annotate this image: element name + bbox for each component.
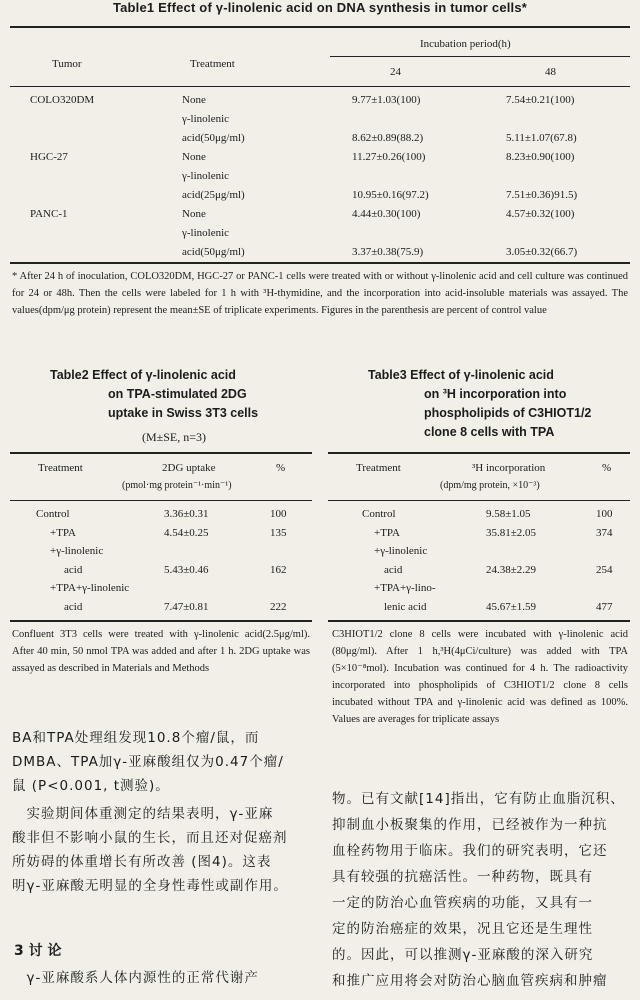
table3-cell-pct: 254 [596,564,613,576]
table2-cell-treatment: +TPA+γ-linolenic [50,582,130,594]
table2-cell-pct: 222 [270,601,287,613]
body-left-line: 所妨碍的体重增长有所改善 (图4)。这表 [12,854,272,870]
table3-cell-inc: 45.67±1.59 [486,601,537,613]
table1-cell-48h: 4.57±0.32(100) [506,208,575,220]
body-right-line: 和推广应用将会对防治心脑血管疾病和肿瘤 [332,973,608,989]
table1-cell-treatment: γ-linolenic [182,113,230,125]
table1-cell-treatment: acid(50μg/ml) [182,246,245,258]
table1-cell-48h: 3.05±0.32(66.7) [506,246,578,258]
table1-cell-treatment: None [182,151,206,163]
table3-top-rule [328,452,630,454]
table1-col-incubation: Incubation period(h) [420,38,511,50]
body-right-line: 具有较强的抗癌活性。一种药物，既具有 [332,869,593,885]
table1-cell-tumor: HGC-27 [30,151,68,163]
table1-cell-tumor: PANC-1 [30,208,68,220]
table3-col-inc-unit: (dpm/mg protein, ×10⁻³) [440,480,540,491]
table3-caption-1: Table3 Effect of γ-linolenic acid [368,368,554,382]
table1-title: Table1 Effect of γ-linolenic acid on DNA synthesis in tumor cells* [112,0,528,15]
table3-col-inc: ³H incorporation [472,462,546,474]
table2-cell-treatment: +TPA [50,527,76,539]
table1-cell-24h: 4.44±0.30(100) [352,208,421,220]
table3-col-treatment: Treatment [356,462,401,474]
table2-caption-2: on TPA-stimulated 2DG [108,387,247,401]
body-left-line: γ-亚麻酸系人体内源性的正常代谢产 [12,970,259,986]
table3-cell-treatment: +TPA+γ-lino- [374,582,436,594]
table2-cell-uptake: 4.54±0.25 [164,527,209,539]
table1-col-48: 48 [545,66,556,78]
table2-col-uptake-unit: (pmol·mg protein⁻¹·min⁻¹) [122,480,232,491]
body-left-line: 鼠 (P<0.001, t测验)。 [12,778,170,794]
table3-col-pct: % [602,462,612,474]
table1-cell-treatment: acid(25μg/ml) [182,189,245,201]
table3-cell-inc: 35.81±2.05 [486,527,537,539]
body-right-paragraph [332,786,632,994]
body-left-line: 明γ-亚麻酸无明显的全身性毒性或副作用。 [12,878,288,894]
table2-cell-treatment: +γ-linolenic [50,545,104,557]
table2-cell-pct: 162 [270,564,287,576]
table2-cell-treatment: acid [64,601,83,613]
table1-bottom-rule [10,262,630,264]
table2-caption-1: Table2 Effect of γ-linolenic acid [50,368,236,382]
table3-cell-pct: 374 [596,527,613,539]
table2-cell-uptake: 5.43±0.46 [164,564,209,576]
body-left-last [12,966,312,990]
body-left-line: DMBA、TPA加γ-亚麻酸组仅为0.47个瘤/ [12,754,284,770]
table1-cell-treatment: γ-linolenic [182,227,230,239]
body-right-line: 一定的防治心血管疾病的功能，又具有一 [332,895,593,911]
table3-header-rule [328,500,630,501]
table1-col-24: 24 [390,66,401,78]
body-right-line: 的。因此，可以推测γ-亚麻酸的深入研究 [332,947,594,963]
body-left-line: BA和TPA处理组发现10.8个瘤/鼠，而 [12,730,260,746]
body-right-line: 抑制血小板聚集的作用，已经被作为一种抗 [332,817,608,833]
table2-col-pct: % [276,462,286,474]
table1-cell-24h: 8.62±0.89(88.2) [352,132,424,144]
table2-header-rule [10,500,312,501]
table2-caption-4: (M±SE, n=3) [142,430,207,444]
table1-cell-48h: 7.51±0.36)91.5) [506,189,578,201]
table1-sub-rule [330,56,630,57]
table1-cell-treatment: None [182,208,206,220]
table3-caption-3: phospholipids of C3HIOT1/2 [424,406,592,420]
table1-cell-48h: 7.54±0.21(100) [506,94,575,106]
table3-cell-pct: 477 [596,601,613,613]
table3-cell-pct: 100 [596,508,613,520]
table1-cell-48h: 5.11±1.07(67.8) [506,132,577,144]
table3-cell-treatment: acid [384,564,403,576]
table1-cell-24h: 3.37±0.38(75.9) [352,246,424,258]
body-left-paragraphs [12,726,312,898]
table2-caption-3: uptake in Swiss 3T3 cells [108,406,259,420]
table2-footnote: Confluent 3T3 cells were treated with γ-linolenic acid(2.5μg/ml). After 40 min, 50 nmol TPA was added and after 1 h. 2DG uptake was assayed as described in Materials and Methods [12,629,310,674]
body-right-line: 血栓药物用于临床。我们的研究表明，它还 [332,843,608,859]
table3-cell-treatment: lenic acid [384,601,427,613]
table1-cell-24h: 11.27±0.26(100) [352,151,426,163]
table1-cell-treatment: acid(50μg/ml) [182,132,245,144]
body-right-line: 定的防治癌症的效果，况且它还是生理性 [332,921,593,937]
table2-col-treatment: Treatment [38,462,83,474]
table1-cell-24h: 10.95±0.16(97.2) [352,189,429,201]
table3-caption-4: clone 8 cells with TPA [424,425,555,439]
table1-col-treatment: Treatment [190,58,235,70]
table2-bottom-rule [10,620,312,622]
body-right-line: 物。已有文献[14]指出，它有防止血脂沉积、 [332,791,625,807]
table1-cell-24h: 9.77±1.03(100) [352,94,421,106]
section-heading-discussion: 3 讨 论 [14,943,62,959]
table3-footnote: C3HIOT1/2 clone 8 cells were incubated with γ-linolenic acid (80μg/ml). After 1 h,³H(4μCi/culture) was added with TPA (5×10⁻⁸mol). Incubation was continued for 4 h. The radioactivity incorporated into phospholipids of C3HIOT1/2 clone 8 cells incubated without TPA and γ-linolenic acid was defined as 100%. Values are averages for triplicate assays [332,629,628,725]
table1-top-rule [10,26,630,28]
table2-cell-pct: 100 [270,508,287,520]
table2-cell-pct: 135 [270,527,287,539]
table1-cell-tumor: COLO320DM [30,94,95,106]
table1-footnote: * After 24 h of inoculation, COLO320DM, HGC-27 or PANC-1 cells were treated with or without γ-linolenic acid and cell culture was continued for 24 or 48h. Then the cells were labeled for 1 h with ³H-thymidine, and the incorporation into acid-insoluble materials was assayed. The values(dpm/μg protein) represent the mean±SE of triplicate experiments. Figures in the parenthesis are percent of control value [12,271,628,316]
table1-col-tumor: Tumor [52,58,82,70]
table2-top-rule [10,452,312,454]
table1-cell-treatment: γ-linolenic [182,170,230,182]
table2-col-uptake: 2DG uptake [162,462,216,474]
table1-cell-48h: 8.23±0.90(100) [506,151,575,163]
table2-cell-treatment: Control [36,508,70,520]
table3-bottom-rule [328,620,630,622]
body-left-line: 实验期间体重测定的结果表明，γ-亚麻 [12,806,274,822]
table3-cell-inc: 9.58±1.05 [486,508,531,520]
table3-cell-treatment: +γ-linolenic [374,545,428,557]
table1-cell-treatment: None [182,94,206,106]
table2-cell-uptake: 3.36±0.31 [164,508,209,520]
table3-cell-inc: 24.38±2.29 [486,564,537,576]
table1-header-rule [10,86,630,87]
table3-caption-2: on ³H incorporation into [424,387,567,401]
body-left-line: 酸非但不影响小鼠的生长，而且还对促癌剂 [12,830,288,846]
table3-cell-treatment: +TPA [374,527,400,539]
table2-cell-uptake: 7.47±0.81 [164,601,209,613]
table3-cell-treatment: Control [362,508,396,520]
table2-cell-treatment: acid [64,564,83,576]
